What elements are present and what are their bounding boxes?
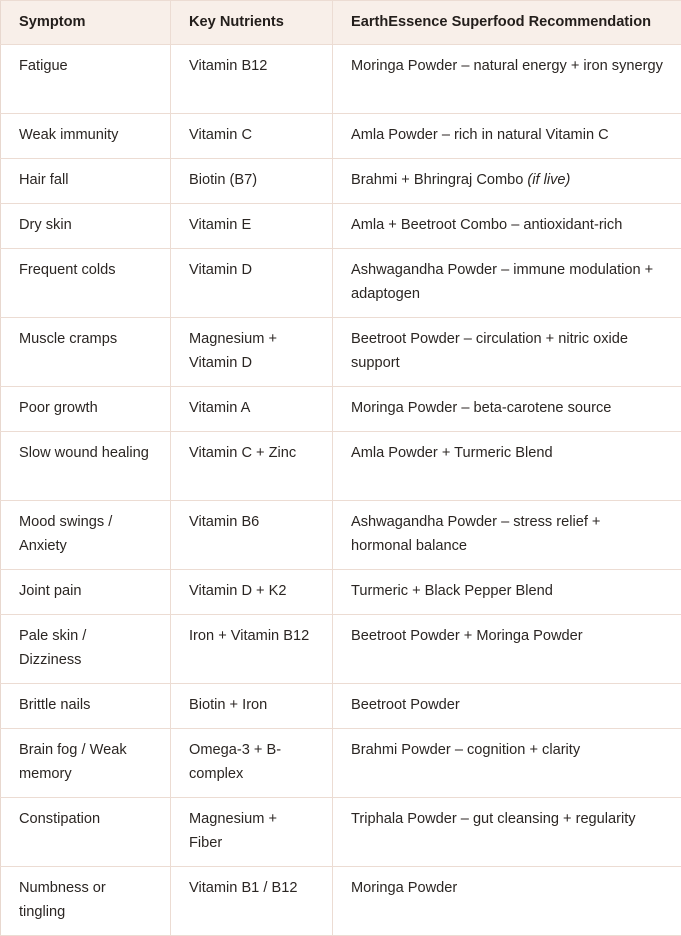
nutrients-cell: Vitamin B6 (171, 501, 333, 570)
table-body (1, 45, 681, 936)
recommendation-cell: Moringa Powder (333, 867, 681, 936)
recommendation-cell: Beetroot Powder – circulation + nitric oxide support (333, 318, 681, 387)
nutrients-cell: Biotin (B7) (171, 159, 333, 204)
nutrients-cell: Vitamin D (171, 249, 333, 318)
table-row (1, 318, 681, 387)
table-row (1, 114, 681, 159)
symptom-cell: Brain fog / Weak memory (1, 729, 171, 798)
symptom-cell: Dry skin (1, 204, 171, 249)
symptom-cell: Weak immunity (1, 114, 171, 159)
symptom-cell: Numbness or tingling (1, 867, 171, 936)
nutrients-cell: Vitamin B1 / B12 (171, 867, 333, 936)
symptom-cell: Pale skin / Dizziness (1, 615, 171, 684)
recommendation-text: Brahmi + Bhringraj Combo (351, 172, 528, 188)
recommendation-cell: Ashwagandha Powder – immune modulation + adaptogen (333, 249, 681, 318)
symptom-cell: Constipation (1, 798, 171, 867)
header-row (1, 1, 681, 45)
table-row (1, 249, 681, 318)
table-row (1, 798, 681, 867)
nutrients-cell: Vitamin C + Zinc (171, 432, 333, 501)
table-row (1, 45, 681, 114)
table-row (1, 501, 681, 570)
recommendation-cell (333, 159, 681, 204)
nutrients-cell: Biotin + Iron (171, 684, 333, 729)
nutrients-cell: Omega-3 + B-complex (171, 729, 333, 798)
recommendation-cell: Beetroot Powder + Moringa Powder (333, 615, 681, 684)
nutrients-cell: Vitamin D + K2 (171, 570, 333, 615)
table-row (1, 570, 681, 615)
symptom-cell: Joint pain (1, 570, 171, 615)
table-header (1, 1, 681, 45)
table-row (1, 159, 681, 204)
table-row (1, 204, 681, 249)
symptom-cell: Hair fall (1, 159, 171, 204)
nutrients-cell: Vitamin A (171, 387, 333, 432)
symptom-cell: Frequent colds (1, 249, 171, 318)
nutrients-cell: Vitamin B12 (171, 45, 333, 114)
nutrients-cell: Magnesium + Vitamin D (171, 318, 333, 387)
nutrients-cell: Vitamin E (171, 204, 333, 249)
recommendation-cell: Beetroot Powder (333, 684, 681, 729)
recommendation-cell: Moringa Powder – natural energy + iron synergy (333, 45, 681, 114)
recommendation-cell: Amla Powder – rich in natural Vitamin C (333, 114, 681, 159)
table-row (1, 387, 681, 432)
nutrients-cell: Iron + Vitamin B12 (171, 615, 333, 684)
nutrients-cell: Magnesium + Fiber (171, 798, 333, 867)
table-row (1, 867, 681, 936)
header-key-nutrients: Key Nutrients (171, 1, 333, 45)
symptom-cell: Brittle nails (1, 684, 171, 729)
recommendation-note: (if live) (527, 172, 571, 188)
symptom-cell: Slow wound healing (1, 432, 171, 501)
recommendation-cell: Amla + Beetroot Combo – antioxidant-rich (333, 204, 681, 249)
table-row (1, 684, 681, 729)
symptom-cell: Mood swings / Anxiety (1, 501, 171, 570)
table-row (1, 729, 681, 798)
recommendation-cell: Moringa Powder – beta-carotene source (333, 387, 681, 432)
table-row (1, 432, 681, 501)
symptom-cell: Muscle cramps (1, 318, 171, 387)
symptom-cell: Poor growth (1, 387, 171, 432)
recommendation-cell: Triphala Powder – gut cleansing + regularity (333, 798, 681, 867)
recommendation-cell: Brahmi Powder – cognition + clarity (333, 729, 681, 798)
recommendation-cell: Ashwagandha Powder – stress relief + hormonal balance (333, 501, 681, 570)
header-recommendation: EarthEssence Superfood Recommendation (333, 1, 681, 45)
symptom-cell: Fatigue (1, 45, 171, 114)
recommendation-cell: Turmeric + Black Pepper Blend (333, 570, 681, 615)
recommendation-cell: Amla Powder + Turmeric Blend (333, 432, 681, 501)
nutrients-cell: Vitamin C (171, 114, 333, 159)
header-symptom: Symptom (1, 1, 171, 45)
table-row (1, 615, 681, 684)
